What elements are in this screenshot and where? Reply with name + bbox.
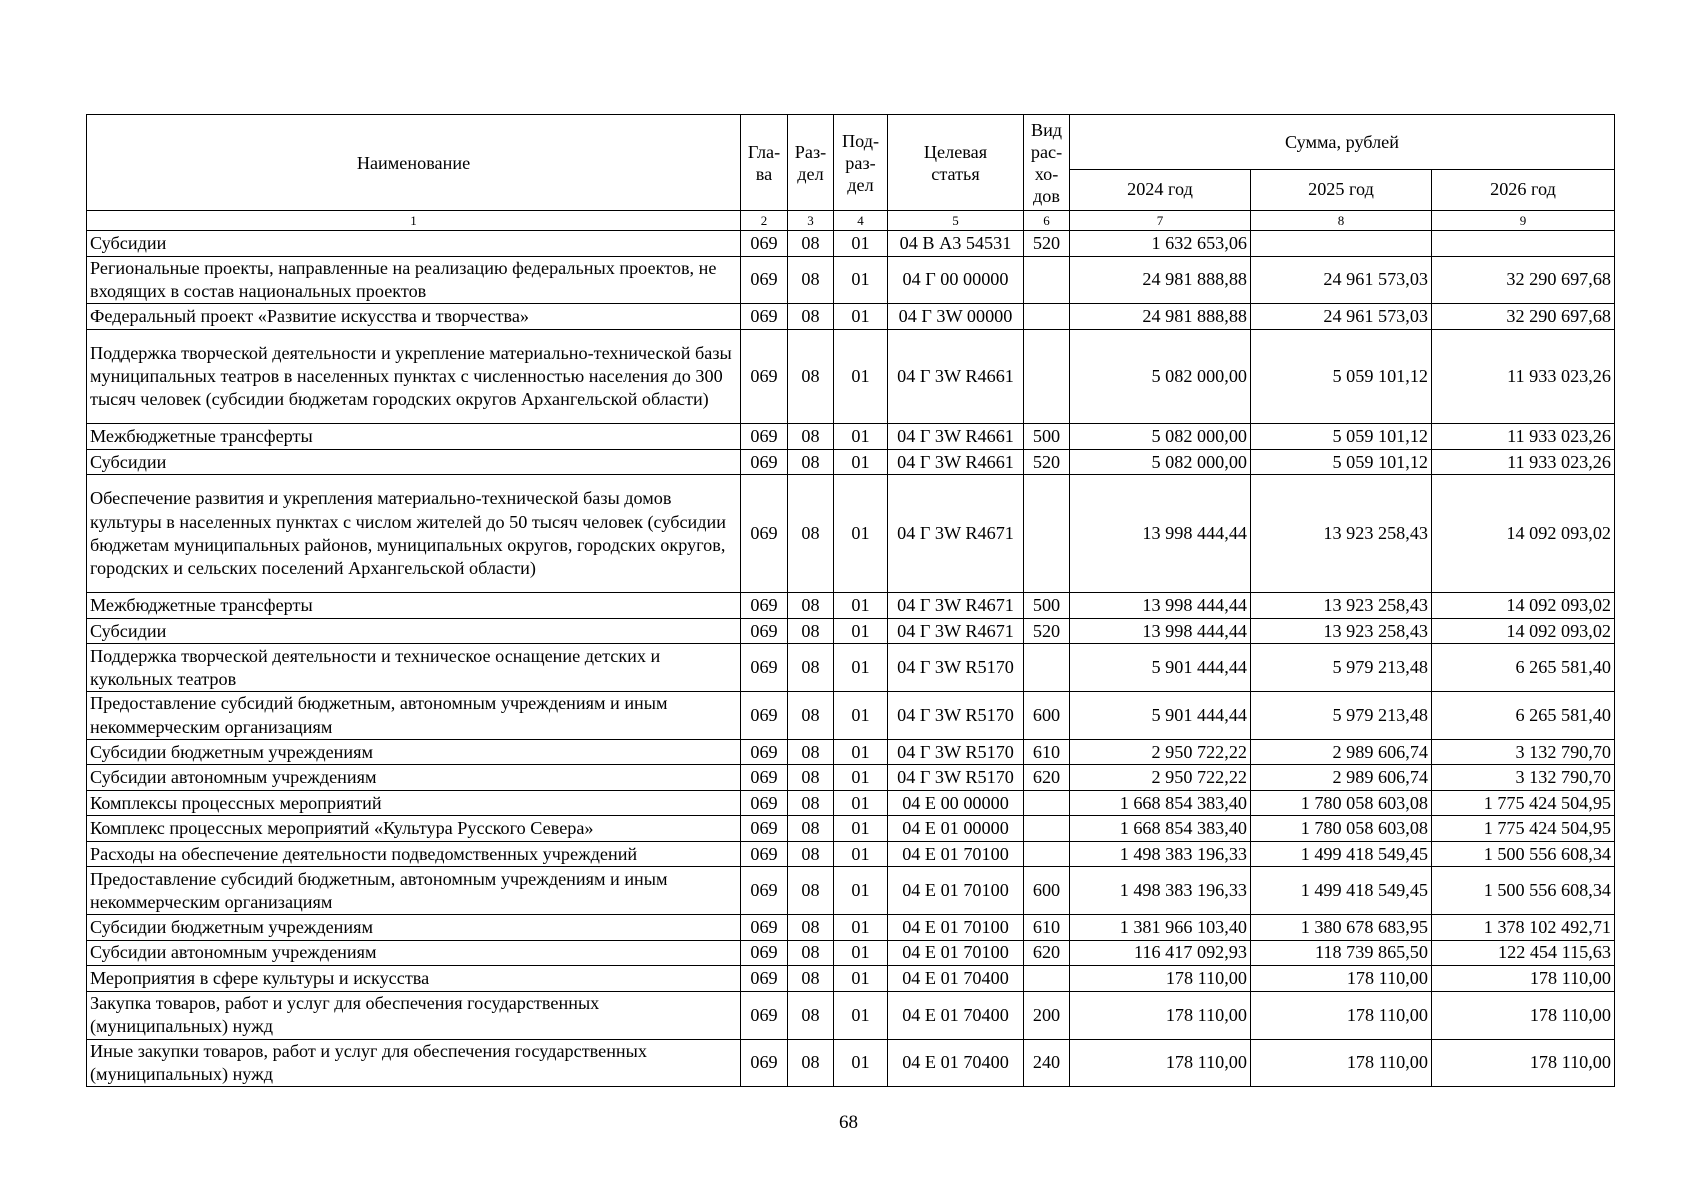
row-sum-2026: 1 775 424 504,95 (1432, 790, 1615, 816)
row-subsection: 01 (834, 841, 888, 867)
row-chapter: 069 (741, 231, 788, 257)
row-sum-2025 (1251, 231, 1432, 257)
row-chapter: 069 (741, 790, 788, 816)
row-sum-2026: 11 933 023,26 (1432, 449, 1615, 475)
row-sum-2025: 178 110,00 (1251, 991, 1432, 1039)
row-section: 08 (788, 329, 834, 424)
row-expense-type (1024, 790, 1070, 816)
row-name: Закупка товаров, работ и услуг для обеспечения государственных (муниципальных) нужд (87, 991, 741, 1039)
row-chapter: 069 (741, 841, 788, 867)
column-number: 9 (1432, 211, 1615, 231)
row-sum-2025: 2 989 606,74 (1251, 739, 1432, 765)
row-sum-2025: 1 780 058 603,08 (1251, 790, 1432, 816)
budget-table-container (86, 114, 1614, 1087)
row-name: Субсидии бюджетным учреждениям (87, 739, 741, 765)
row-section: 08 (788, 449, 834, 475)
row-sum-2024: 13 998 444,44 (1070, 593, 1251, 619)
row-expense-type (1024, 841, 1070, 867)
row-target-article: 04 Г 3W R4661 (888, 329, 1024, 424)
row-name: Субсидии (87, 449, 741, 475)
row-subsection: 01 (834, 1039, 888, 1087)
row-subsection: 01 (834, 424, 888, 450)
row-target-article: 04 Е 01 70100 (888, 940, 1024, 966)
row-expense-type (1024, 966, 1070, 992)
row-section: 08 (788, 618, 834, 644)
row-sum-2025: 5 059 101,12 (1251, 449, 1432, 475)
row-chapter: 069 (741, 329, 788, 424)
row-target-article: 04 Г 3W R4671 (888, 593, 1024, 619)
row-section: 08 (788, 644, 834, 692)
header-name: Наименование (87, 115, 741, 211)
row-sum-2024: 1 381 966 103,40 (1070, 915, 1251, 941)
row-expense-type: 610 (1024, 739, 1070, 765)
row-section: 08 (788, 991, 834, 1039)
row-sum-2026: 14 092 093,02 (1432, 618, 1615, 644)
row-chapter: 069 (741, 867, 788, 915)
row-expense-type (1024, 475, 1070, 593)
table-row (87, 940, 1615, 966)
row-sum-2025: 1 780 058 603,08 (1251, 816, 1432, 842)
row-section: 08 (788, 304, 834, 330)
row-name: Комплексы процессных мероприятий (87, 790, 741, 816)
row-expense-type: 610 (1024, 915, 1070, 941)
row-target-article: 04 Е 01 70400 (888, 966, 1024, 992)
column-number: 1 (87, 211, 741, 231)
row-subsection: 01 (834, 739, 888, 765)
row-sum-2026: 14 092 093,02 (1432, 593, 1615, 619)
row-sum-2026: 178 110,00 (1432, 1039, 1615, 1087)
row-sum-2025: 5 979 213,48 (1251, 644, 1432, 692)
table-row (87, 475, 1615, 593)
row-name: Субсидии (87, 618, 741, 644)
row-name: Расходы на обеспечение деятельности подведомственных учреждений (87, 841, 741, 867)
row-sum-2025: 2 989 606,74 (1251, 765, 1432, 791)
row-section: 08 (788, 940, 834, 966)
row-subsection: 01 (834, 304, 888, 330)
row-sum-2026: 178 110,00 (1432, 966, 1615, 992)
row-expense-type: 500 (1024, 593, 1070, 619)
row-sum-2026: 178 110,00 (1432, 991, 1615, 1039)
row-chapter: 069 (741, 915, 788, 941)
row-target-article: 04 Г 3W R5170 (888, 692, 1024, 740)
row-sum-2025: 24 961 573,03 (1251, 256, 1432, 304)
row-expense-type: 520 (1024, 231, 1070, 257)
table-row (87, 644, 1615, 692)
row-expense-type (1024, 816, 1070, 842)
row-expense-type (1024, 329, 1070, 424)
row-subsection: 01 (834, 618, 888, 644)
row-section: 08 (788, 256, 834, 304)
row-sum-2024: 5 082 000,00 (1070, 329, 1251, 424)
row-target-article: 04 Е 01 70400 (888, 1039, 1024, 1087)
row-chapter: 069 (741, 765, 788, 791)
row-target-article: 04 Е 01 70100 (888, 867, 1024, 915)
row-name: Федеральный проект «Развитие искусства и творчества» (87, 304, 741, 330)
column-number: 3 (788, 211, 834, 231)
row-expense-type: 600 (1024, 867, 1070, 915)
row-sum-2026: 6 265 581,40 (1432, 692, 1615, 740)
row-sum-2024: 1 498 383 196,33 (1070, 867, 1251, 915)
row-sum-2024: 5 082 000,00 (1070, 424, 1251, 450)
row-chapter: 069 (741, 644, 788, 692)
table-row (87, 867, 1615, 915)
row-sum-2026 (1432, 231, 1615, 257)
row-sum-2024: 13 998 444,44 (1070, 475, 1251, 593)
table-row (87, 915, 1615, 941)
row-target-article: 04 Е 01 70400 (888, 991, 1024, 1039)
row-sum-2024: 116 417 092,93 (1070, 940, 1251, 966)
row-sum-2026: 1 775 424 504,95 (1432, 816, 1615, 842)
row-expense-type: 620 (1024, 940, 1070, 966)
row-sum-2025: 118 739 865,50 (1251, 940, 1432, 966)
row-sum-2025: 178 110,00 (1251, 966, 1432, 992)
row-sum-2024: 178 110,00 (1070, 1039, 1251, 1087)
table-row (87, 790, 1615, 816)
row-subsection: 01 (834, 966, 888, 992)
row-chapter: 069 (741, 739, 788, 765)
row-name: Иные закупки товаров, работ и услуг для обеспечения государственных (муниципальных) нужд (87, 1039, 741, 1087)
row-chapter: 069 (741, 940, 788, 966)
row-name: Субсидии (87, 231, 741, 257)
table-row (87, 991, 1615, 1039)
row-target-article: 04 Г 3W R4661 (888, 449, 1024, 475)
row-name: Субсидии автономным учреждениям (87, 940, 741, 966)
row-sum-2024: 5 901 444,44 (1070, 692, 1251, 740)
row-target-article: 04 Е 01 70100 (888, 915, 1024, 941)
row-subsection: 01 (834, 644, 888, 692)
header-year-2026: 2026 год (1432, 170, 1615, 211)
row-name: Предоставление субсидий бюджетным, автономным учреждениям и иным некоммерческим организациям (87, 692, 741, 740)
row-sum-2025: 1 499 418 549,45 (1251, 867, 1432, 915)
row-sum-2026: 11 933 023,26 (1432, 424, 1615, 450)
row-sum-2025: 5 979 213,48 (1251, 692, 1432, 740)
row-expense-type: 620 (1024, 765, 1070, 791)
row-sum-2026: 122 454 115,63 (1432, 940, 1615, 966)
row-target-article: 04 Г 3W R4671 (888, 618, 1024, 644)
column-number: 5 (888, 211, 1024, 231)
row-section: 08 (788, 424, 834, 450)
row-chapter: 069 (741, 475, 788, 593)
row-expense-type: 600 (1024, 692, 1070, 740)
row-expense-type: 240 (1024, 1039, 1070, 1087)
column-number: 8 (1251, 211, 1432, 231)
row-subsection: 01 (834, 449, 888, 475)
row-sum-2024: 24 981 888,88 (1070, 256, 1251, 304)
header-year-2025: 2025 год (1251, 170, 1432, 211)
row-sum-2025: 13 923 258,43 (1251, 618, 1432, 644)
row-chapter: 069 (741, 449, 788, 475)
column-number: 6 (1024, 211, 1070, 231)
row-section: 08 (788, 765, 834, 791)
row-chapter: 069 (741, 256, 788, 304)
table-row (87, 739, 1615, 765)
row-subsection: 01 (834, 915, 888, 941)
row-subsection: 01 (834, 593, 888, 619)
row-name: Предоставление субсидий бюджетным, автономным учреждениям и иным некоммерческим организациям (87, 867, 741, 915)
row-sum-2024: 5 082 000,00 (1070, 449, 1251, 475)
row-sum-2026: 1 378 102 492,71 (1432, 915, 1615, 941)
row-sum-2026: 1 500 556 608,34 (1432, 867, 1615, 915)
row-chapter: 069 (741, 593, 788, 619)
row-expense-type (1024, 644, 1070, 692)
header-sum: Сумма, рублей (1070, 115, 1615, 170)
row-sum-2024: 2 950 722,22 (1070, 765, 1251, 791)
row-subsection: 01 (834, 692, 888, 740)
row-subsection: 01 (834, 867, 888, 915)
row-expense-type: 520 (1024, 449, 1070, 475)
row-name: Мероприятия в сфере культуры и искусства (87, 966, 741, 992)
row-sum-2026: 6 265 581,40 (1432, 644, 1615, 692)
row-subsection: 01 (834, 231, 888, 257)
budget-table (86, 114, 1615, 1087)
row-subsection: 01 (834, 991, 888, 1039)
row-expense-type: 520 (1024, 618, 1070, 644)
row-sum-2024: 24 981 888,88 (1070, 304, 1251, 330)
row-section: 08 (788, 231, 834, 257)
header-target-article: Целевая статья (888, 115, 1024, 211)
row-section: 08 (788, 867, 834, 915)
row-sum-2025: 178 110,00 (1251, 1039, 1432, 1087)
table-row (87, 424, 1615, 450)
table-row (87, 593, 1615, 619)
row-sum-2024: 1 668 854 383,40 (1070, 790, 1251, 816)
table-row (87, 841, 1615, 867)
row-expense-type (1024, 256, 1070, 304)
row-name: Обеспечение развития и укрепления материально-технической базы домов культуры в населенных пунктах с числом жителей до 50 тысяч человек (субсидии бюджетам муниципальных районов, муниципальных округов, городских округов, городских и сельских поселений Архангельской области) (87, 475, 741, 593)
header-chapter: Гла- ва (741, 115, 788, 211)
row-subsection: 01 (834, 256, 888, 304)
row-section: 08 (788, 1039, 834, 1087)
row-chapter: 069 (741, 966, 788, 992)
row-chapter: 069 (741, 816, 788, 842)
row-sum-2026: 1 500 556 608,34 (1432, 841, 1615, 867)
row-subsection: 01 (834, 790, 888, 816)
table-row (87, 304, 1615, 330)
row-target-article: 04 В А3 54531 (888, 231, 1024, 257)
row-expense-type: 500 (1024, 424, 1070, 450)
row-subsection: 01 (834, 765, 888, 791)
column-number-row (87, 211, 1615, 231)
row-sum-2026: 3 132 790,70 (1432, 765, 1615, 791)
row-chapter: 069 (741, 424, 788, 450)
row-name: Поддержка творческой деятельности и укрепление материально-технической базы муниципальных театров в населенных пунктах с численностью населения до 300 тысяч человек (субсидии бюджетам городских округов Архангельской области) (87, 329, 741, 424)
table-row (87, 256, 1615, 304)
row-sum-2025: 1 499 418 549,45 (1251, 841, 1432, 867)
row-sum-2025: 13 923 258,43 (1251, 593, 1432, 619)
row-target-article: 04 Г 3W 00000 (888, 304, 1024, 330)
row-target-article: 04 Г 00 00000 (888, 256, 1024, 304)
row-sum-2025: 5 059 101,12 (1251, 424, 1432, 450)
row-section: 08 (788, 841, 834, 867)
row-section: 08 (788, 593, 834, 619)
row-chapter: 069 (741, 618, 788, 644)
header-year-2024: 2024 год (1070, 170, 1251, 211)
column-number: 4 (834, 211, 888, 231)
row-section: 08 (788, 790, 834, 816)
table-row (87, 692, 1615, 740)
row-section: 08 (788, 816, 834, 842)
row-sum-2026: 3 132 790,70 (1432, 739, 1615, 765)
row-name: Региональные проекты, направленные на реализацию федеральных проектов, не входящих в состав национальных проектов (87, 256, 741, 304)
row-subsection: 01 (834, 329, 888, 424)
row-sum-2025: 13 923 258,43 (1251, 475, 1432, 593)
row-target-article: 04 Г 3W R4661 (888, 424, 1024, 450)
row-sum-2024: 178 110,00 (1070, 966, 1251, 992)
row-expense-type (1024, 304, 1070, 330)
row-name: Межбюджетные трансферты (87, 424, 741, 450)
row-sum-2024: 1 632 653,06 (1070, 231, 1251, 257)
table-body (87, 231, 1615, 1087)
row-sum-2026: 14 092 093,02 (1432, 475, 1615, 593)
column-number: 7 (1070, 211, 1251, 231)
row-target-article: 04 Е 01 00000 (888, 816, 1024, 842)
table-row (87, 329, 1615, 424)
table-row (87, 816, 1615, 842)
row-section: 08 (788, 692, 834, 740)
row-name: Субсидии автономным учреждениям (87, 765, 741, 791)
row-subsection: 01 (834, 475, 888, 593)
table-row (87, 449, 1615, 475)
row-sum-2024: 5 901 444,44 (1070, 644, 1251, 692)
row-chapter: 069 (741, 304, 788, 330)
table-row (87, 765, 1615, 791)
row-target-article: 04 Г 3W R5170 (888, 765, 1024, 791)
row-name: Поддержка творческой деятельности и техническое оснащение детских и кукольных театров (87, 644, 741, 692)
row-sum-2025: 24 961 573,03 (1251, 304, 1432, 330)
table-row (87, 618, 1615, 644)
row-name: Субсидии бюджетным учреждениям (87, 915, 741, 941)
row-sum-2024: 178 110,00 (1070, 991, 1251, 1039)
row-chapter: 069 (741, 1039, 788, 1087)
row-section: 08 (788, 475, 834, 593)
row-sum-2024: 13 998 444,44 (1070, 618, 1251, 644)
page-number: 68 (839, 1112, 858, 1133)
row-expense-type: 200 (1024, 991, 1070, 1039)
row-target-article: 04 Г 3W R4671 (888, 475, 1024, 593)
table-row (87, 966, 1615, 992)
row-target-article: 04 Е 00 00000 (888, 790, 1024, 816)
row-name: Межбюджетные трансферты (87, 593, 741, 619)
header-section: Раз- дел (788, 115, 834, 211)
row-chapter: 069 (741, 991, 788, 1039)
row-section: 08 (788, 966, 834, 992)
header-expense-type: Вид рас- хо- дов (1024, 115, 1070, 211)
row-sum-2026: 32 290 697,68 (1432, 256, 1615, 304)
row-sum-2025: 5 059 101,12 (1251, 329, 1432, 424)
table-row (87, 1039, 1615, 1087)
row-section: 08 (788, 915, 834, 941)
row-sum-2024: 1 668 854 383,40 (1070, 816, 1251, 842)
header-subsection: Под- раз- дел (834, 115, 888, 211)
row-sum-2026: 32 290 697,68 (1432, 304, 1615, 330)
row-chapter: 069 (741, 692, 788, 740)
row-target-article: 04 Г 3W R5170 (888, 644, 1024, 692)
row-subsection: 01 (834, 816, 888, 842)
row-section: 08 (788, 739, 834, 765)
row-sum-2026: 11 933 023,26 (1432, 329, 1615, 424)
row-sum-2025: 1 380 678 683,95 (1251, 915, 1432, 941)
row-sum-2024: 1 498 383 196,33 (1070, 841, 1251, 867)
row-target-article: 04 Е 01 70100 (888, 841, 1024, 867)
row-name: Комплекс процессных мероприятий «Культура Русского Севера» (87, 816, 741, 842)
row-sum-2024: 2 950 722,22 (1070, 739, 1251, 765)
row-subsection: 01 (834, 940, 888, 966)
table-row (87, 231, 1615, 257)
row-target-article: 04 Г 3W R5170 (888, 739, 1024, 765)
column-number: 2 (741, 211, 788, 231)
